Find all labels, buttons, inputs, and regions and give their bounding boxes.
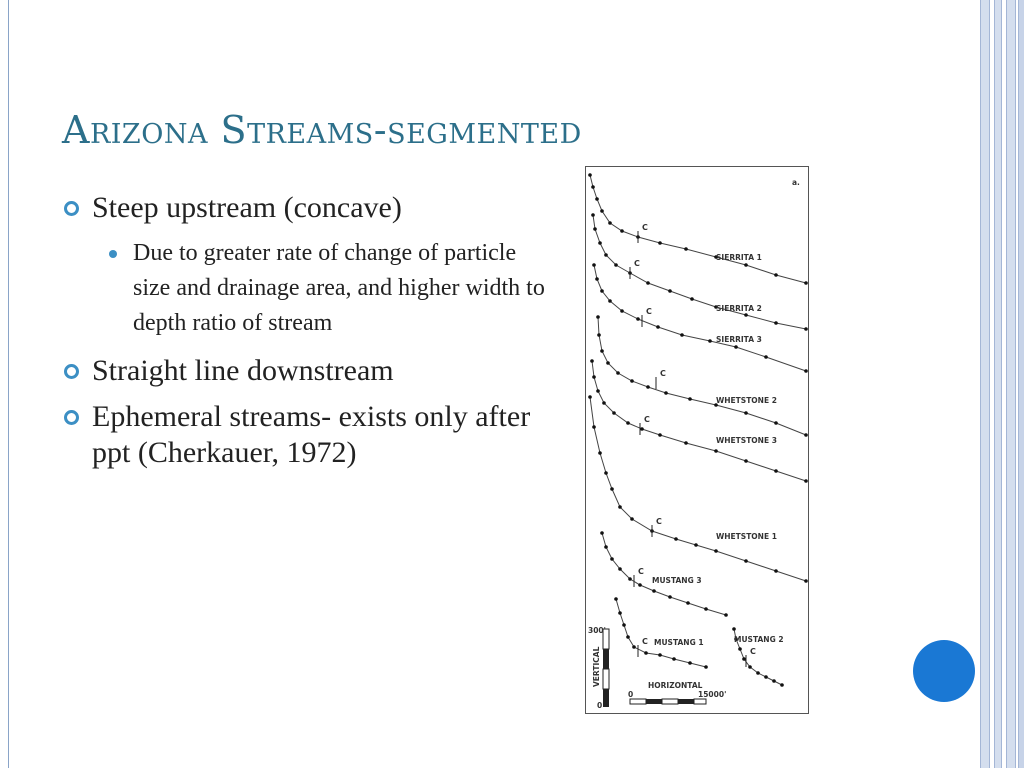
profile-point [588, 173, 592, 177]
profile-point [646, 385, 650, 389]
stream-profile-line [616, 599, 706, 667]
profile-point [638, 583, 642, 587]
profile-point [591, 213, 595, 217]
profile-point [592, 375, 596, 379]
profile-point [774, 469, 778, 473]
decor-bar [1018, 0, 1024, 768]
bullet-text: Ephemeral streams- exists only after ppt (Cherkauer, 1972) [92, 400, 531, 469]
profile-point [626, 421, 630, 425]
profile-point [734, 345, 738, 349]
stream-label: SIERRITA 1 [716, 253, 762, 262]
profile-point [804, 479, 808, 483]
profile-point [600, 349, 604, 353]
stream-profile-line [592, 361, 806, 481]
slide-title: Arizona Streams-segmented [62, 108, 582, 152]
profile-point [714, 549, 718, 553]
bullet-ring-icon [64, 201, 79, 216]
profile-point [596, 389, 600, 393]
profile-point [668, 289, 672, 293]
profile-point [618, 505, 622, 509]
stream-label: WHETSTONE 2 [716, 396, 777, 405]
profile-point [748, 665, 752, 669]
profile-point [756, 671, 760, 675]
stream-profiles-graphic [586, 167, 808, 713]
decor-bar [994, 0, 1002, 768]
profile-point [708, 339, 712, 343]
profile-point [591, 185, 595, 189]
profile-point [742, 657, 746, 661]
bullet-item [62, 190, 552, 226]
profile-point [764, 675, 768, 679]
vertical-max-label: 300' [588, 626, 606, 635]
bullet-ring-icon [64, 410, 79, 425]
profile-point [602, 401, 606, 405]
bullet-list [62, 190, 552, 481]
profile-point [610, 557, 614, 561]
profile-point [644, 651, 648, 655]
profile-point [774, 421, 778, 425]
profile-point [588, 395, 592, 399]
c-label: C [642, 223, 648, 232]
profile-point [604, 471, 608, 475]
profile-point [600, 531, 604, 535]
sub-bullet-text: Due to greater rate of change of particle size and drainage area, and higher width to depth ratio of stream [133, 240, 545, 336]
stream-label: SIERRITA 3 [716, 335, 762, 344]
c-label: C [660, 369, 666, 378]
profile-point [780, 683, 784, 687]
profile-point [616, 371, 620, 375]
decor-bar [1006, 0, 1016, 768]
profile-point [804, 369, 808, 373]
profile-point [744, 411, 748, 415]
profile-point [612, 411, 616, 415]
bullet-item [62, 353, 552, 389]
profile-point [592, 263, 596, 267]
stream-label: WHETSTONE 3 [716, 436, 777, 445]
profile-point [774, 321, 778, 325]
profile-point [684, 441, 688, 445]
profile-point [694, 543, 698, 547]
profile-point [744, 559, 748, 563]
profile-point [764, 355, 768, 359]
c-label: C [646, 307, 652, 316]
profile-point [668, 595, 672, 599]
profile-point [804, 327, 808, 331]
profile-point [724, 613, 728, 617]
decorative-circle [913, 640, 975, 702]
profile-point [640, 427, 644, 431]
profile-point [618, 567, 622, 571]
c-label: C [634, 259, 640, 268]
profile-point [744, 263, 748, 267]
profile-point [597, 333, 601, 337]
profile-point [652, 589, 656, 593]
stream-profile-line [594, 265, 806, 371]
profile-point [595, 277, 599, 281]
stream-label: MUSTANG 1 [654, 638, 704, 647]
profile-point [744, 313, 748, 317]
stream-profile-line [590, 397, 806, 581]
profile-point [610, 487, 614, 491]
profile-point [604, 253, 608, 257]
stream-profile-line [590, 175, 806, 283]
profile-point [804, 579, 808, 583]
profile-point [656, 325, 660, 329]
c-label: C [656, 517, 662, 526]
profile-point [622, 623, 626, 627]
profile-point [774, 569, 778, 573]
profile-point [596, 315, 600, 319]
bullet-text: Steep upstream (concave) [92, 191, 402, 224]
profile-point [804, 281, 808, 285]
profile-point [732, 627, 736, 631]
decor-bar [980, 0, 990, 768]
profile-point [672, 657, 676, 661]
profile-point [774, 273, 778, 277]
profile-point [744, 459, 748, 463]
horizontal-label: HORIZONTAL [648, 681, 703, 690]
profile-point [606, 361, 610, 365]
bullet-dot-icon [109, 250, 117, 258]
profile-point [600, 209, 604, 213]
profile-point [600, 289, 604, 293]
profile-point [614, 263, 618, 267]
stream-label: MUSTANG 2 [734, 635, 784, 644]
profile-point [714, 449, 718, 453]
profile-point [688, 397, 692, 401]
profile-point [690, 297, 694, 301]
c-label: C [750, 647, 756, 656]
profile-point [604, 545, 608, 549]
profile-point [636, 317, 640, 321]
profile-point [658, 241, 662, 245]
profile-point [632, 645, 636, 649]
stream-label: SIERRITA 2 [716, 304, 762, 313]
c-label: C [642, 637, 648, 646]
profile-point [686, 601, 690, 605]
profile-point [646, 281, 650, 285]
vertical-min-label: 0 [597, 701, 603, 710]
profile-point [680, 333, 684, 337]
c-label: C [638, 567, 644, 576]
profile-point [658, 653, 662, 657]
c-label: C [644, 415, 650, 424]
profile-point [738, 647, 742, 651]
profile-point [688, 661, 692, 665]
profile-point [630, 379, 634, 383]
stream-profiles-figure [585, 166, 809, 714]
profile-point [704, 665, 708, 669]
profile-point [664, 391, 668, 395]
bullet-ring-icon [64, 364, 79, 379]
profile-point [658, 433, 662, 437]
profile-point [628, 577, 632, 581]
horizontal-max-label: 15000' [698, 690, 727, 699]
profile-point [772, 679, 776, 683]
profile-point [684, 247, 688, 251]
profile-point [618, 611, 622, 615]
profile-point [626, 635, 630, 639]
horizontal-min-label: 0 [628, 690, 634, 699]
profile-point [608, 299, 612, 303]
bullet-item [62, 399, 552, 471]
profile-point [595, 197, 599, 201]
vertical-label: VERTICAL [592, 646, 601, 687]
panel-label: a. [792, 178, 800, 187]
profile-point [674, 537, 678, 541]
profile-point [598, 451, 602, 455]
profile-point [593, 227, 597, 231]
bullet-text: Straight line downstream [92, 354, 394, 387]
profile-point [630, 517, 634, 521]
profile-point [608, 221, 612, 225]
stream-label: WHETSTONE 1 [716, 532, 777, 541]
profile-point [620, 309, 624, 313]
sub-bullet-item [62, 236, 552, 341]
stream-profile-line [602, 533, 726, 615]
profile-point [804, 433, 808, 437]
profile-point [592, 425, 596, 429]
profile-point [614, 597, 618, 601]
profile-point [598, 241, 602, 245]
stream-label: MUSTANG 3 [652, 576, 702, 585]
stream-profile-line [598, 317, 806, 435]
profile-point [590, 359, 594, 363]
profile-point [704, 607, 708, 611]
profile-point [620, 229, 624, 233]
